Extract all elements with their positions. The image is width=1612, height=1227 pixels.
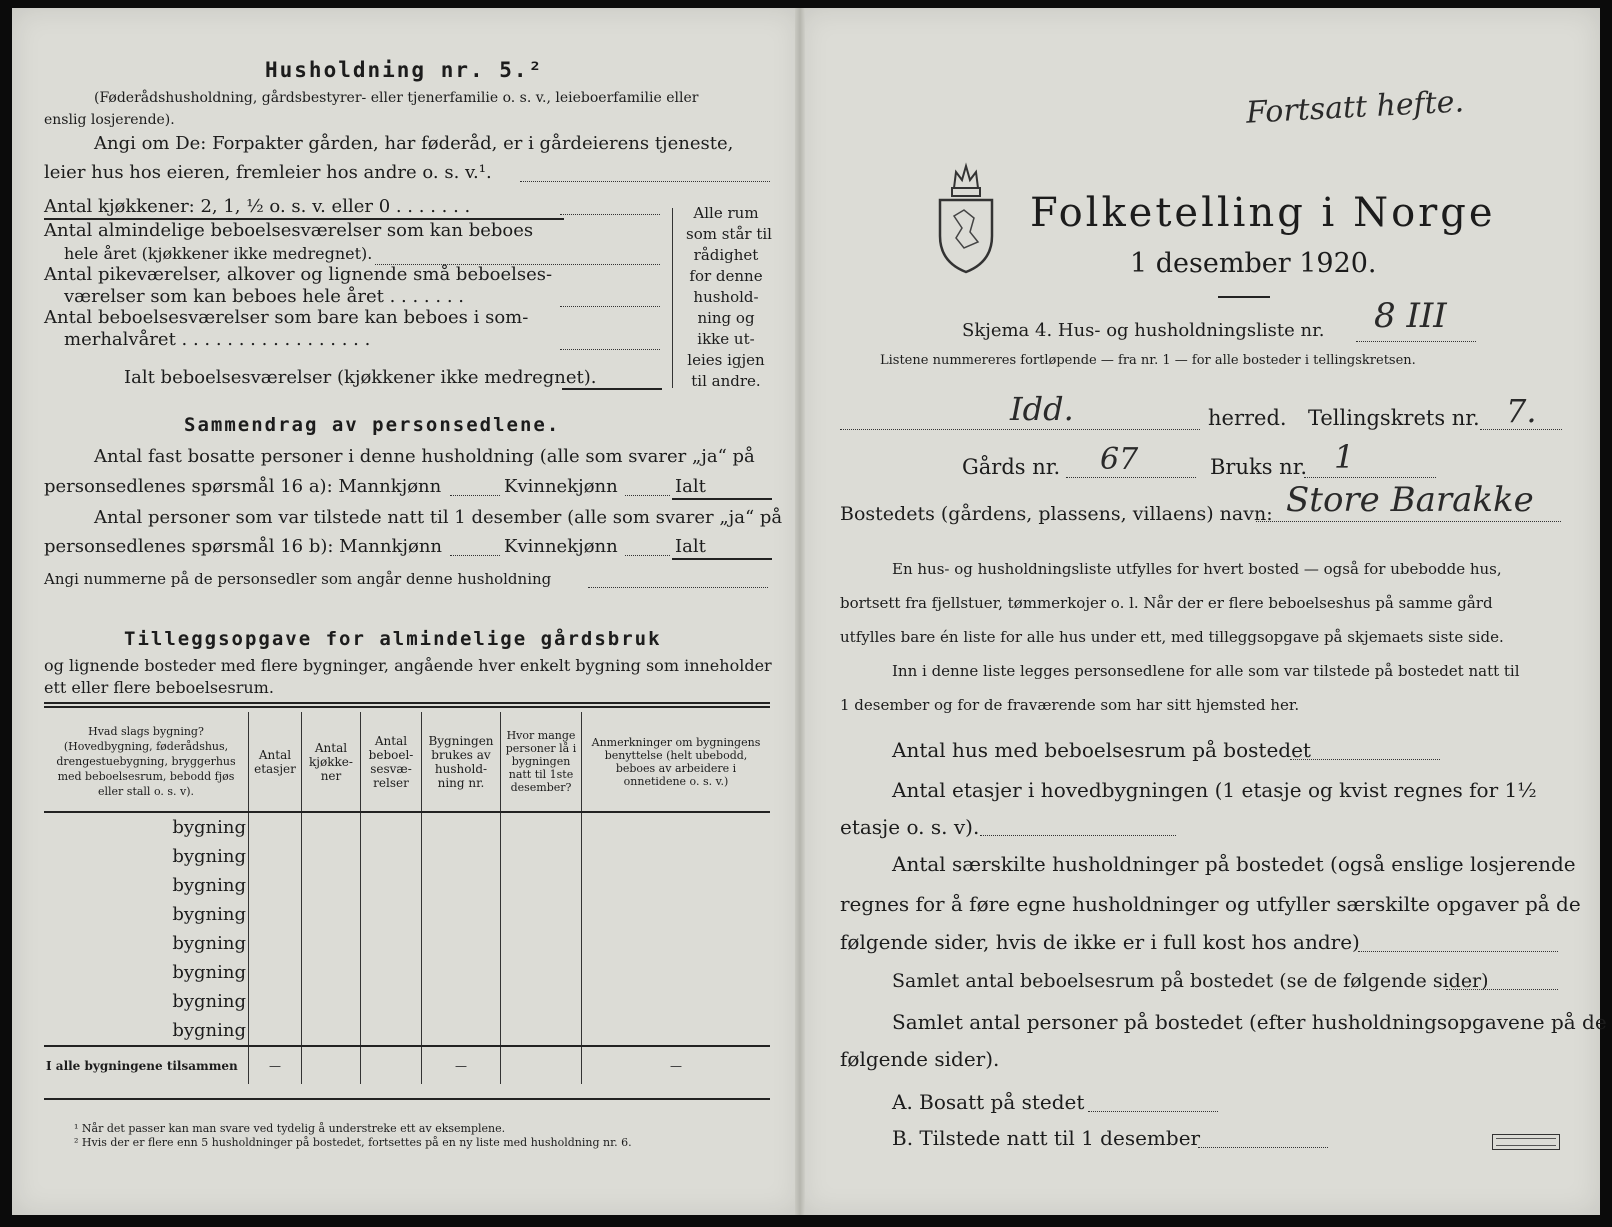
table-cell xyxy=(501,987,582,1016)
rule xyxy=(44,1098,770,1100)
row-label: bygning xyxy=(172,904,246,925)
rooms-line-4: Antal pikeværelser, alkover og lignende små beboelses- xyxy=(44,264,553,285)
answer-line xyxy=(1256,520,1561,522)
footnote-2: ² Hvis der er flere enn 5 husholdninger på bostedet, fortsettes på en ny liste med husholdning nr. 6. xyxy=(74,1136,632,1149)
answer-line xyxy=(1198,1146,1328,1148)
answer-line xyxy=(1356,340,1476,342)
table-cell xyxy=(422,900,501,929)
question-houses: Antal hus med beboelsesrum på bostedet xyxy=(892,738,1311,762)
supplement-line-1: og lignende bosteder med flere bygninger, angående hver enkelt bygning som inneholder xyxy=(44,656,772,675)
question-households-3: følgende sider, hvis de ikke er i full kost hos andre) xyxy=(840,930,1360,954)
table-cell xyxy=(582,929,771,958)
table-cell xyxy=(302,958,361,987)
table-cell xyxy=(249,871,302,900)
table-row xyxy=(44,929,770,958)
row-label: bygning xyxy=(172,1020,246,1041)
rule xyxy=(672,558,772,560)
gards-value: 67 xyxy=(1100,442,1139,477)
table-row xyxy=(44,987,770,1016)
question-present: B. Tilstede natt til 1 desember xyxy=(892,1126,1201,1150)
table-row xyxy=(44,900,770,929)
answer-line xyxy=(1446,988,1558,990)
schema-number: 8 III xyxy=(1374,296,1447,336)
header-rooms xyxy=(361,712,422,812)
household-subtitle-1: (Føderådshusholdning, gårdsbestyrer- eller tjenerfamilie o. s. v., leieboerfamilie eller xyxy=(94,90,699,106)
table-row xyxy=(44,842,770,871)
question-total-persons-2: følgende sider). xyxy=(840,1047,1000,1071)
table-cell xyxy=(582,900,771,929)
answer-line xyxy=(560,213,660,215)
table-cell xyxy=(361,842,422,871)
bosted-label: Bostedets (gårdens, plassens, villaens) navn: xyxy=(840,503,1273,525)
total-row xyxy=(44,1046,770,1084)
supplement-title: Tilleggsopgave for almindelige gårdsbruk xyxy=(124,628,662,650)
household-question-1: Angi om De: Forpakter gården, har føderåd, er i gårdeierens tjeneste, xyxy=(94,133,734,154)
table-cell xyxy=(422,958,501,987)
instruction-4: Inn i denne liste legges personsedlene for alle som var tilstede på bostedet natt til xyxy=(892,662,1520,680)
rule xyxy=(562,388,662,390)
answer-line xyxy=(1088,1110,1218,1112)
row-label: bygning xyxy=(172,846,246,867)
table-cell xyxy=(249,1016,302,1046)
table-cell xyxy=(302,929,361,958)
table-cell xyxy=(361,871,422,900)
side-note-line: for denne xyxy=(689,267,763,285)
summary-line-2: personsedlenes spørsmål 16 a): Mannkjønn xyxy=(44,476,442,497)
question-total-persons: Samlet antal personer på bostedet (efter husholdningsopgavene på de xyxy=(892,1010,1607,1034)
rooms-line-5: værelser som kan beboes hele året . . . . . . . xyxy=(64,286,464,307)
table-cell xyxy=(361,929,422,958)
answer-line xyxy=(588,586,768,588)
gards-label: Gårds nr. xyxy=(962,455,1061,479)
table-cell xyxy=(422,842,501,871)
table-cell xyxy=(249,987,302,1016)
table-cell xyxy=(302,842,361,871)
answer-line xyxy=(450,554,500,556)
instruction-5: 1 desember og for de fraværende som har sitt hjemsted her. xyxy=(840,696,1300,714)
table-cell xyxy=(501,812,582,842)
table-cell xyxy=(302,900,361,929)
answer-line xyxy=(560,305,660,307)
stamp-lines xyxy=(1496,1138,1556,1146)
header-household xyxy=(422,712,501,812)
rooms-line-7: merhalvåret . . . . . . . . . . . . . . . . . xyxy=(64,329,371,350)
side-note xyxy=(686,203,772,392)
table-cell xyxy=(249,958,302,987)
table-cell xyxy=(249,900,302,929)
summary-numbers: Angi nummerne på de personsedler som angår denne husholdning xyxy=(44,570,552,588)
table-cell xyxy=(422,871,501,900)
table-cell xyxy=(422,812,501,842)
rooms-line-1: Antal kjøkkener: 2, 1, ½ o. s. v. eller 0 . . . . . . . xyxy=(44,196,471,217)
page-fold xyxy=(795,8,805,1215)
side-note-line: Alle rum xyxy=(693,204,759,222)
table-cell xyxy=(501,1016,582,1046)
bosted-value: Store Barakke xyxy=(1286,480,1534,520)
table-cell xyxy=(501,871,582,900)
table-row xyxy=(44,871,770,900)
numbering-note: Listene nummereres fortløpende — fra nr. 1 — for alle bosteder i tellingskretsen. xyxy=(880,353,1416,368)
question-households: Antal særskilte husholdninger på bostedet (også enslige losjerende xyxy=(892,852,1576,876)
total-cell xyxy=(361,1046,422,1084)
table-row xyxy=(44,812,770,842)
table-cell xyxy=(361,1016,422,1046)
row-label: bygning xyxy=(172,933,246,954)
table-cell xyxy=(582,842,771,871)
side-note-line: leies igjen xyxy=(687,351,765,369)
summary-line-1: Antal fast bosatte personer i denne husholdning (alle som svarer „ja“ på xyxy=(94,446,755,467)
table-row xyxy=(44,1016,770,1046)
answer-line xyxy=(1358,950,1558,952)
summary-line-3: Antal personer som var tilstede natt til 1 desember (alle som svarer „ja“ på xyxy=(94,507,783,528)
table-cell xyxy=(422,929,501,958)
instruction-2: bortsett fra fjellstuer, tømmerkojer o. l. Når der er flere beboelseshus på samme gård xyxy=(840,594,1493,612)
header-text: Bygningen brukes av hushold-ning nr. xyxy=(428,733,494,790)
brace xyxy=(672,208,673,388)
header-text: Hvor mange personer lå i bygningen natt til 1ste desember? xyxy=(505,729,577,794)
header-text: Antal kjøkke-ner xyxy=(309,740,353,783)
table-cell xyxy=(501,842,582,871)
answer-line xyxy=(1304,476,1436,478)
rooms-line-3: hele året (kjøkkener ikke medregnet). xyxy=(64,244,373,263)
census-date: 1 desember 1920. xyxy=(1130,248,1377,279)
header-floors xyxy=(249,712,302,812)
total-cell: — xyxy=(422,1046,501,1084)
question-households-2: regnes for å føre egne husholdninger og utfyller særskilte opgaver på de xyxy=(840,892,1581,916)
answer-line xyxy=(520,180,770,182)
total-cell: — xyxy=(582,1046,771,1084)
answer-line xyxy=(560,348,660,350)
rooms-line-6: Antal beboelsesværelser som bare kan beboes i som- xyxy=(44,307,529,328)
tellingskrets-label: Tellingskrets nr. xyxy=(1308,406,1480,430)
table-cell xyxy=(422,1016,501,1046)
printer-stamp xyxy=(1492,1134,1560,1150)
summary-total: Ialt xyxy=(675,476,706,497)
schema-label: Skjema 4. Hus- og husholdningsliste nr. xyxy=(962,320,1325,341)
question-total-rooms: Samlet antal beboelsesrum på bostedet (se de følgende sider) xyxy=(892,970,1489,992)
side-note-line: som står til xyxy=(686,225,772,243)
row-label: bygning xyxy=(172,962,246,983)
header-building-type xyxy=(44,712,249,812)
answer-line xyxy=(980,834,1176,836)
supplement-line-2: ett eller flere beboelsesrum. xyxy=(44,678,274,697)
table-cell xyxy=(302,1016,361,1046)
table-cell xyxy=(582,987,771,1016)
question-resident: A. Bosatt på stedet xyxy=(892,1090,1085,1114)
header-remarks xyxy=(582,712,771,812)
table-cell xyxy=(501,900,582,929)
rule xyxy=(1218,296,1270,298)
table-cell xyxy=(582,1016,771,1046)
answer-line xyxy=(625,554,670,556)
rooms-line-2: Antal almindelige beboelsesværelser som kan beboes xyxy=(44,220,534,241)
rule xyxy=(44,702,770,704)
summary-female: Kvinnekjønn xyxy=(504,476,618,497)
answer-line xyxy=(840,428,1200,430)
table-cell xyxy=(361,958,422,987)
summary-title: Sammendrag av personsedlene. xyxy=(184,414,561,436)
summary-female-2: Kvinnekjønn xyxy=(504,536,618,557)
bruks-label: Bruks nr. xyxy=(1210,455,1308,479)
instruction-3: utfylles bare én liste for alle hus under ett, med tilleggsopgave på skjemaets siste side. xyxy=(840,628,1504,646)
household-title: Husholdning nr. 5.² xyxy=(265,58,544,82)
table-cell xyxy=(249,812,302,842)
rule xyxy=(672,498,772,500)
row-label: bygning xyxy=(172,875,246,896)
tellingskrets-value: 7. xyxy=(1506,392,1537,430)
row-label: bygning xyxy=(172,991,246,1012)
row-label: bygning xyxy=(172,817,246,838)
side-note-line: ning og xyxy=(697,309,755,327)
header-text: Anmerkninger om bygningens benyttelse (helt ubebodd, beboes av arbeidere i onnetidene o. s. v.) xyxy=(591,735,761,788)
table-cell xyxy=(422,987,501,1016)
table-cell xyxy=(302,812,361,842)
table-cell xyxy=(501,958,582,987)
total-cell xyxy=(302,1046,361,1084)
header-persons xyxy=(501,712,582,812)
side-note-line: ikke ut- xyxy=(697,330,755,348)
herred-value: Idd. xyxy=(1010,390,1074,428)
total-cell xyxy=(501,1046,582,1084)
question-floors-2: etasje o. s. v). xyxy=(840,815,980,839)
table-cell xyxy=(361,987,422,1016)
coat-of-arms-icon xyxy=(934,158,998,276)
side-note-line: til andre. xyxy=(691,372,761,390)
table-cell xyxy=(361,900,422,929)
rule xyxy=(44,706,770,708)
table-cell xyxy=(302,871,361,900)
total-cell: — xyxy=(249,1046,302,1084)
instruction-1: En hus- og husholdningsliste utfylles for hvert bosted — også for ubebodde hus, xyxy=(892,560,1502,578)
household-subtitle-2: enslig losjerende). xyxy=(44,112,175,128)
total-label: I alle bygningene tilsammen xyxy=(44,1046,249,1084)
answer-line xyxy=(625,494,670,496)
footnote-1: ¹ Når det passer kan man svare ved tydelig å understreke ett av eksemplene. xyxy=(74,1122,506,1135)
header-kitchens xyxy=(302,712,361,812)
answer-line xyxy=(450,494,500,496)
household-question-2: leier hus hos eieren, fremleier hos andre o. s. v.¹. xyxy=(44,162,492,183)
table-cell xyxy=(302,987,361,1016)
table-cell xyxy=(582,871,771,900)
bruks-value: 1 xyxy=(1334,438,1355,476)
table-cell xyxy=(249,842,302,871)
side-note-line: rådighet xyxy=(693,246,759,264)
answer-line xyxy=(1290,758,1440,760)
summary-line-4: personsedlenes spørsmål 16 b): Mannkjønn xyxy=(44,536,443,557)
table-cell xyxy=(582,812,771,842)
table-row xyxy=(44,958,770,987)
table-cell xyxy=(582,958,771,987)
herred-label: herred. xyxy=(1208,406,1287,430)
rooms-total: Ialt beboelsesværelser (kjøkkener ikke medregnet). xyxy=(124,367,597,388)
table-cell xyxy=(501,929,582,958)
handwritten-note: Fortsatt hefte. xyxy=(1245,84,1465,131)
question-floors: Antal etasjer i hovedbygningen (1 etasje og kvist regnes for 1½ xyxy=(892,778,1537,802)
header-text: Hvad slags bygning? (Hovedbygning, føderådshus, drengestuebygning, bryggerhus med beboelsesrum, bebodd fjøs eller stall o. s. v). xyxy=(56,725,236,798)
summary-total-2: Ialt xyxy=(675,536,706,557)
header-text: Antal beboel-sesvæ-relser xyxy=(368,733,414,790)
side-note-line: hushold- xyxy=(693,288,759,306)
table-cell xyxy=(361,812,422,842)
table-cell xyxy=(249,929,302,958)
header-text: Antal etasjer xyxy=(254,747,296,776)
building-table xyxy=(44,712,770,1084)
census-title: Folketelling i Norge xyxy=(1030,190,1496,236)
